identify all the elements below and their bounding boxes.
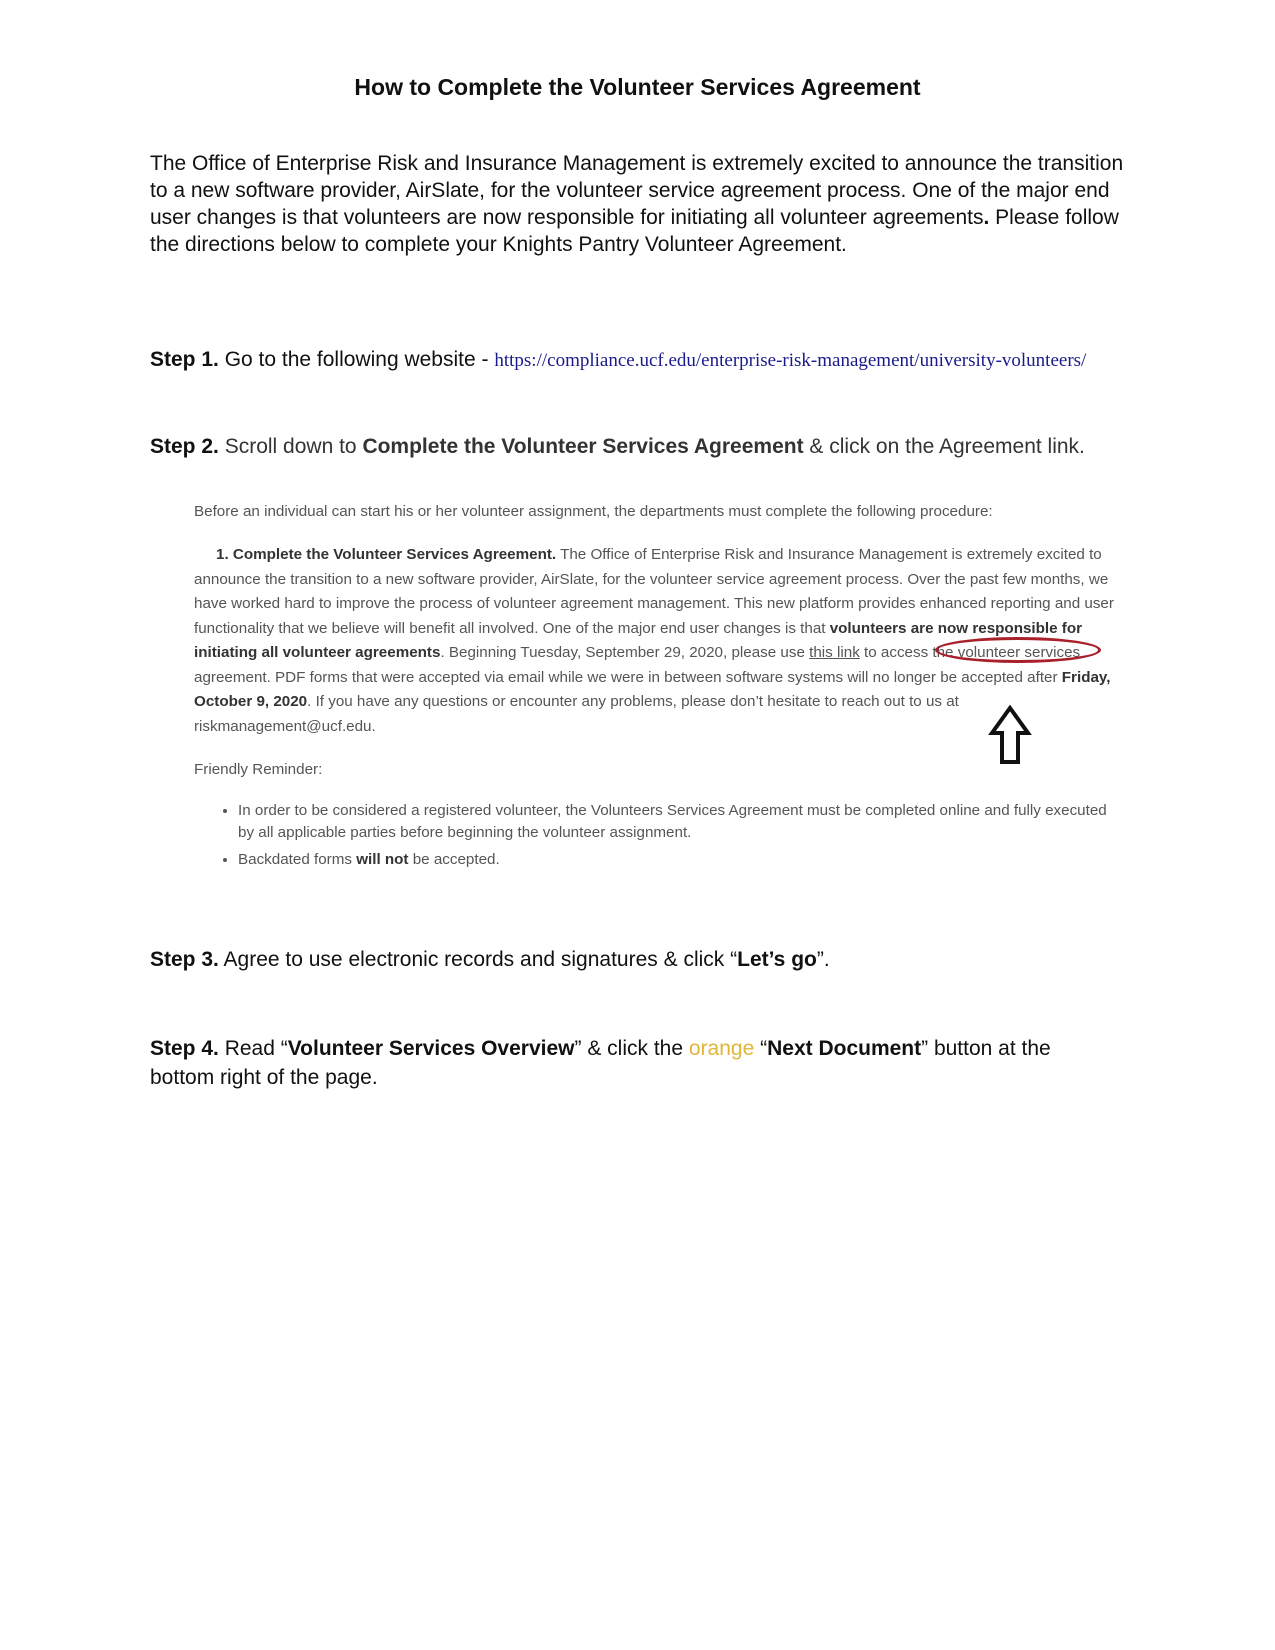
step-1-label: Step 1. [150, 348, 219, 371]
bullet-2-text-b: be accepted. [408, 851, 500, 868]
reminder-bullet-2 [238, 849, 1118, 871]
intro-text-end: Please follow the directions below to complete your Knights Pantry Volunteer Agreement. [150, 206, 1119, 256]
step-4-text-a: Read “ [218, 1037, 288, 1060]
screenshot-item-bold-2: Friday, October 9, 2020 [194, 668, 1111, 710]
step-2-text-a: Scroll down to [218, 435, 363, 458]
step-3 [150, 945, 1120, 974]
this-link[interactable]: this link [809, 644, 860, 661]
step-1 [150, 345, 1120, 375]
bullet-2-text-a: Backdated forms [238, 851, 357, 868]
intro-paragraph [150, 150, 1125, 258]
step-3-label: Step 3. [150, 948, 219, 971]
step-1-text: Go to the following website - [218, 348, 495, 371]
step-2-text-b: & click on the Agreement link. [803, 435, 1085, 458]
step-4-text-d: ” button at the bottom right of the page. [150, 1037, 1051, 1089]
step-3-bold: Let’s go [737, 948, 817, 971]
website-screenshot [190, 500, 1130, 880]
page-title: How to Complete the Volunteer Services Agreement [354, 74, 921, 100]
step-4-text-c: “ [754, 1037, 768, 1060]
step-2 [150, 432, 1120, 461]
intro-bold-period: . [983, 206, 990, 229]
up-arrow-icon [988, 705, 1032, 765]
step-4-text-b: ” & click the [574, 1037, 689, 1060]
step-4-orange-word: orange [688, 1037, 755, 1060]
screenshot-item-bold-1: volunteers are now responsible for initiating all volunteer agreements [194, 619, 1083, 661]
step-3-text-a: Agree to use electronic records and signatures & click “ [218, 948, 738, 971]
step-4-label: Step 4. [150, 1037, 219, 1060]
intro-text: The Office of Enterprise Risk and Insurance Management is extremely excited to announce the transition to a new software provider, AirSlate, for the volunteer service agreement process. One of the major end user changes is that volunteers are now responsible for initiating all volunteer agreements [150, 152, 1124, 229]
screenshot-item-heading: 1. Complete the Volunteer Services Agreement. [216, 546, 557, 563]
screenshot-item-text-1: The Office of Enterprise Risk and Insurance Management is extremely excited to announce the transition to a new software provider, AirSlate, for the volunteer service agreement process. Over the past few months, we have worked hard to improve the process of volunteer agreement management. This new platform provides enhanced reporting and user functionality that we believe will benefit all involved. One of the major end user changes is that [194, 546, 1114, 637]
reminder-bullet-1: • In order to be considered a registered volunteer, the Volunteers Services Agreement must be completed online and fully executed by all applicable parties before beginning the volunteer assignment. [238, 800, 1118, 844]
step-4-bold-1: Volunteer Services Overview [287, 1037, 575, 1060]
screenshot-item-text-3: to access the volunteer services agreement. PDF forms that were accepted via email while we were in between software systems will no longer be accepted after [194, 644, 1081, 686]
step-2-bold: Complete the Volunteer Services Agreement [362, 435, 804, 458]
screenshot-item-text-2: . Beginning Tuesday, September 29, 2020, please use [440, 644, 810, 661]
reminder-list [194, 800, 1118, 876]
step-4-bold-2: Next Document [767, 1037, 922, 1060]
red-highlight-oval [935, 637, 1101, 663]
step-2-label: Step 2. [150, 435, 219, 458]
bullet-2-bold: will not [356, 851, 409, 868]
compliance-url-link[interactable]: https://compliance.ucf.edu/enterprise-risk-management/university-volunteers/ [494, 350, 1087, 371]
screenshot-lead-text: Before an individual can start his or her volunteer assignment, the departments must complete the following procedure: [194, 503, 993, 520]
step-4 [150, 1034, 1120, 1092]
screenshot-item-text-4: . If you have any questions or encounter any problems, please don’t hesitate to reach out to us at riskmanagement@ucf.edu. [194, 693, 959, 735]
step-3-text-b: ”. [816, 948, 830, 971]
friendly-reminder-label: Friendly Reminder: [194, 761, 323, 778]
